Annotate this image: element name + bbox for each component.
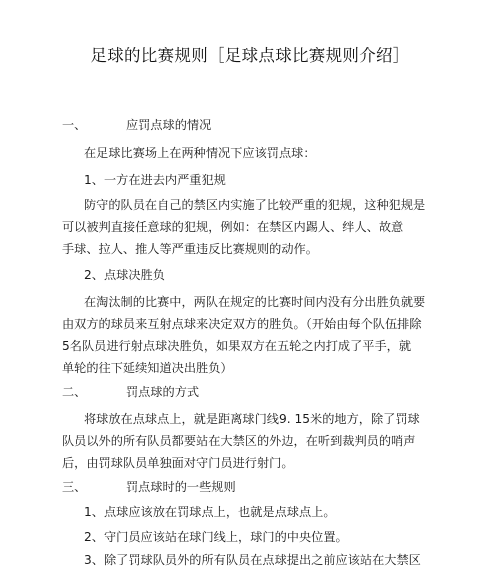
paragraph-line: 防守的队员在自己的禁区内实施了比较严重的犯规，这种犯规是: [84, 198, 426, 212]
section-2-heading: [62, 383, 199, 400]
section-1-title: 应罚点球的情况: [126, 118, 212, 132]
paragraph-line: 队员以外的所有队员都要站在大禁区的外边，在听到裁判员的哨声: [62, 434, 416, 448]
paragraph-line: 在淘汰制的比赛中，两队在规定的比赛时间内没有分出胜负就要: [84, 295, 426, 309]
section-1-heading: [62, 116, 211, 133]
paragraph-line: 5名队员进行射点球决胜负，如果双方在五轮之内打成了平手，就: [62, 339, 412, 353]
section-3-heading: [62, 478, 236, 495]
rule-item: 1、点球应该放在罚球点上，也就是点球点上。: [84, 505, 336, 519]
paragraph-line: 将球放在点球点上，就是距离球门线9. 15米的地方，除了罚球: [84, 412, 420, 426]
section-2-title: 罚点球的方式: [126, 385, 200, 399]
section-1-intro: 在足球比赛场上在两种情况下应该罚点球：: [84, 146, 316, 160]
rule-item: 2、守门员应该站在球门线上，球门的中央位置。: [84, 530, 348, 544]
paragraph-line: 单轮的往下延续知道决出胜负）: [62, 361, 233, 375]
paragraph-line: 手球、拉人、推人等严重违反比赛规则的动作。: [62, 242, 318, 256]
paragraph-line: 后，由罚球队员单独面对守门员进行射门。: [62, 456, 294, 470]
item-1-title: 1、一方在进去内严重犯规: [84, 173, 226, 187]
rule-item: 3、除了罚球队员外的所有队员在点球提出之前应该站在大禁区: [84, 553, 421, 567]
paragraph-line: 由双方的球员来互射点球来决定双方的胜负。（开始由每个队伍排除: [62, 317, 422, 331]
paragraph-line: 可以被判直接任意球的犯规，例如：在禁区内踢人、绊人、故意: [62, 220, 404, 234]
section-3-title: 罚点球时的一些规则: [126, 480, 236, 494]
page-title: 足球的比赛规则［足球点球比赛规则介绍］: [90, 46, 410, 65]
section-2-number: 二、: [62, 385, 87, 399]
section-3-number: 三、: [62, 480, 87, 494]
section-1-number: 一、: [62, 118, 87, 132]
item-2-title: 2、点球决胜负: [84, 268, 165, 282]
